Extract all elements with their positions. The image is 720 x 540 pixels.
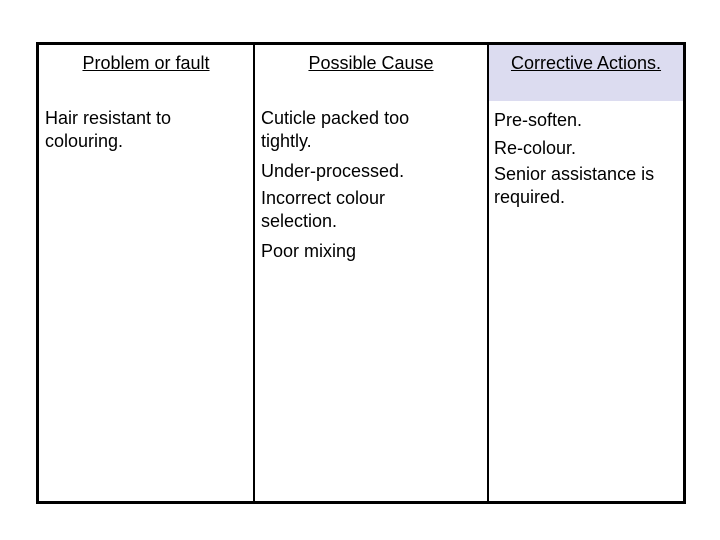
action-item: Senior assistance is [494,164,655,184]
cause-item-continued: tightly. [261,131,312,151]
cause-item-continued: selection. [261,211,338,231]
action-item-continued: required. [494,187,566,207]
action-item: Pre-soften. [494,110,583,130]
fault-table [36,42,686,504]
problem-text-line: colouring. [45,131,124,151]
cause-item: Incorrect colour [261,188,386,208]
cause-item: Cuticle packed too [261,108,410,128]
actions-cell [494,107,682,209]
cause-cell [261,107,483,264]
problem-text-line: Hair resistant to [45,108,172,128]
problem-cell [45,107,245,153]
column-divider [253,45,255,501]
header-problem-or-fault: Problem or fault [82,53,210,73]
cause-item: Poor mixing [261,241,357,261]
cause-item: Under-processed. [261,161,405,181]
action-item: Re-colour. [494,138,577,158]
header-corrective-actions: Corrective Actions. [510,53,662,73]
column-divider [487,45,489,501]
header-possible-cause: Possible Cause [308,53,434,73]
